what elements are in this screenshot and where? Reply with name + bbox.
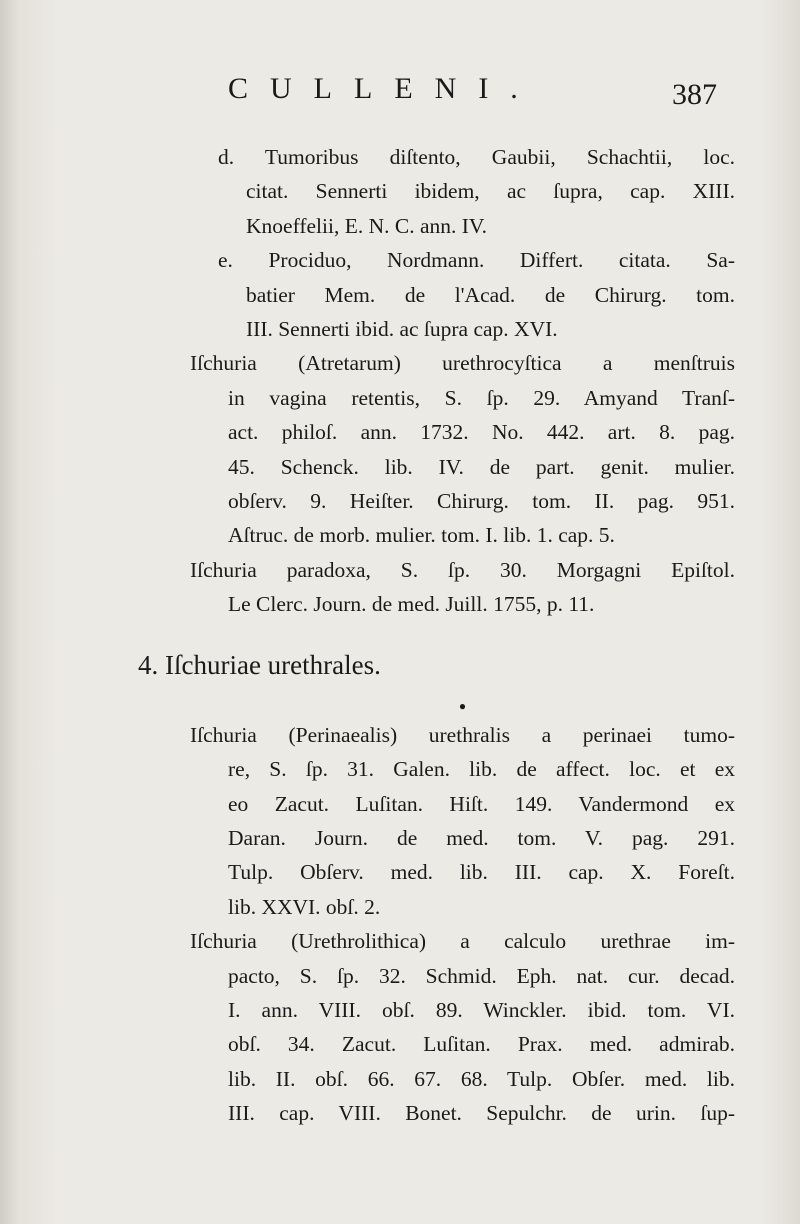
entry-paradoxa <box>190 553 735 622</box>
text-line: Knoeffelii, E. N. C. ann. IV. <box>246 213 488 238</box>
text-line: Tulp. Obſerv. med. lib. III. cap. X. Foreſt. <box>228 860 735 885</box>
text-line: pacto, S. ſp. 32. Schmid. Eph. nat. cur. decad. <box>228 963 735 988</box>
ornament-dot: ● <box>458 698 467 713</box>
text-line: III. cap. VIII. Bonet. Sepulchr. de urin. ſup- <box>228 1101 735 1126</box>
text-line: Daran. Journ. de med. tom. V. pag. 291. <box>228 825 735 850</box>
text-line: e. Prociduo, Nordmann. Differt. citata. Sa- <box>218 248 735 273</box>
text-line: d. Tumoribus diſtento, Gaubii, Schachtii, loc. <box>218 145 735 169</box>
text-line: citat. Sennerti ibidem, ac ſupra, cap. XIII. <box>246 179 735 204</box>
text-line: 45. Schenck. lib. IV. de part. genit. mulier. <box>228 454 735 479</box>
page-body <box>138 140 735 1131</box>
entry-urethrolithica <box>190 924 735 1130</box>
text-line: I. ann. VIII. obſ. 89. Winckler. ibid. tom. VI. <box>228 997 735 1022</box>
page-header <box>0 72 800 122</box>
page-number: 387 <box>672 78 717 111</box>
text-line: Iſchuria (Urethrolithica) a calculo urethrae im- <box>190 929 735 954</box>
entry-atretarum <box>190 346 735 552</box>
entry-perinaealis <box>190 718 735 924</box>
text-line: re, S. ſp. 31. Galen. lib. de affect. loc. et ex <box>228 757 735 782</box>
text-line: III. Sennerti ibid. ac ſupra cap. XVI. <box>246 317 558 342</box>
text-line: Iſchuria paradoxa, S. ſp. 30. Morgagni Epiſtol. <box>190 557 735 582</box>
text-line: lib. XXVI. obſ. 2. <box>228 894 381 919</box>
text-line: eo Zacut. Luſitan. Hiſt. 149. Vandermond ex <box>228 791 735 816</box>
running-title: CULLENI. <box>228 72 540 105</box>
text-line: obſ. 34. Zacut. Luſitan. Prax. med. admirab. <box>228 1032 735 1057</box>
text-line: in vagina retentis, S. ſp. 29. Amyand Tranſ- <box>228 385 735 410</box>
text-line: act. philoſ. ann. 1732. No. 442. art. 8. pag. <box>228 420 735 445</box>
sub-entry-e <box>190 243 735 346</box>
text-line: Le Clerc. Journ. de med. Juill. 1755, p. 11. <box>228 592 595 617</box>
text-line: obſerv. 9. Heiſter. Chirurg. tom. II. pag. 951. <box>228 489 735 514</box>
text-line: Aſtruc. de morb. mulier. tom. I. lib. 1. cap. 5. <box>228 523 615 548</box>
section-heading: 4. Iſchuriae urethrales. <box>138 649 381 680</box>
text-line: batier Mem. de l'Acad. de Chirurg. tom. <box>246 282 735 307</box>
sub-entry-d <box>190 140 735 243</box>
text-line: Iſchuria (Perinaealis) urethralis a perinaei tumo- <box>190 722 735 747</box>
text-line: lib. II. obſ. 66. 67. 68. Tulp. Obſer. med. lib. <box>228 1066 735 1091</box>
text-line: Iſchuria (Atretarum) urethrocyſtica a menſtruis <box>190 351 735 376</box>
